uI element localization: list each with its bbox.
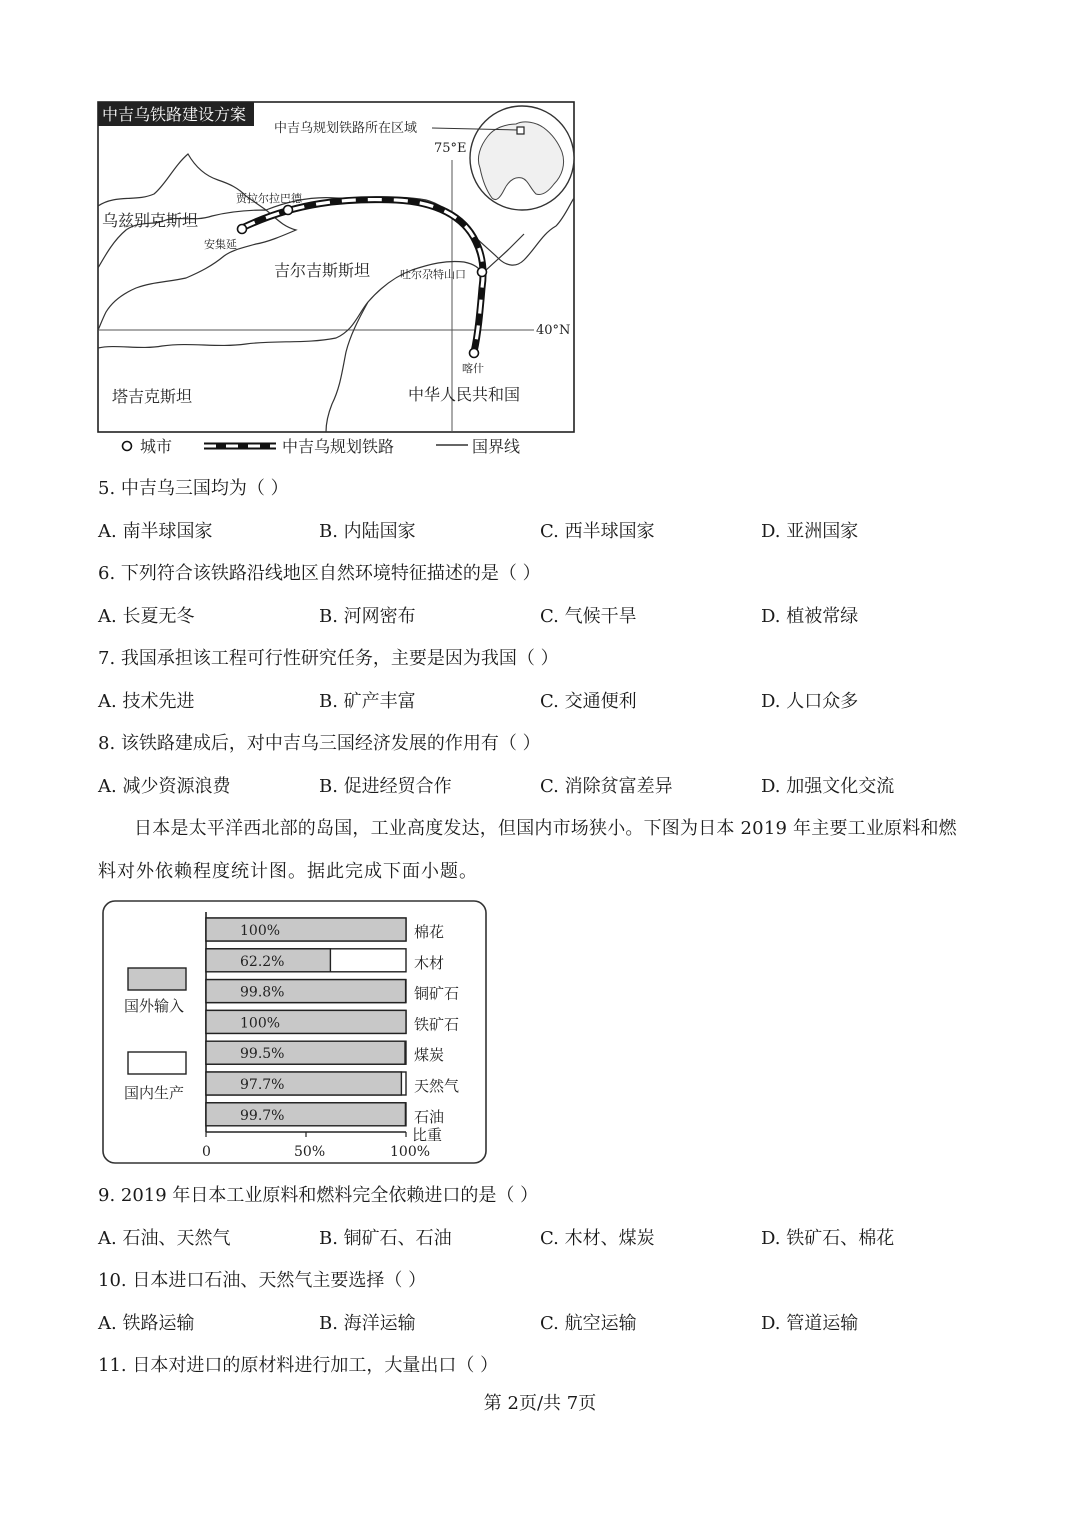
x-tick-label-50: 50% bbox=[294, 1144, 326, 1160]
question-7-option-b[interactable]: B. 矿产丰富 bbox=[319, 691, 416, 712]
city-torugart-marker bbox=[478, 268, 487, 277]
question-6-option-c[interactable]: C. 气候干旱 bbox=[540, 606, 637, 627]
question-10-option-a[interactable]: A. 铁路运输 bbox=[98, 1313, 195, 1334]
bar-foreign-6 bbox=[206, 1103, 405, 1126]
question-7-option-a[interactable]: A. 技术先进 bbox=[98, 691, 195, 712]
passage-line-1: 日本是太平洋西北部的岛国，工业高度发达，但国内市场狭小。下图为日本 2019 年主要工业原料和燃 bbox=[134, 818, 957, 839]
bar-foreign-5 bbox=[206, 1072, 401, 1095]
question-10-options bbox=[98, 1312, 998, 1336]
question-11-stem: 11. 日本对进口的原材料进行加工，大量出口（ ） bbox=[98, 1355, 499, 1376]
bar-data-label-3: 100% bbox=[240, 1015, 281, 1032]
legend-border-label: 国界线 bbox=[472, 437, 521, 456]
legend-railway-label: 中吉乌规划铁路 bbox=[282, 437, 395, 456]
question-6-option-b[interactable]: B. 河网密布 bbox=[319, 606, 416, 627]
city-andijan-label: 安集延 bbox=[204, 238, 237, 251]
bar-data-label-4: 99.5% bbox=[240, 1046, 285, 1063]
meridian-label: 75°E bbox=[434, 141, 467, 156]
legend-domestic-swatch bbox=[128, 1052, 186, 1074]
question-8-option-a[interactable]: A. 减少资源浪费 bbox=[98, 776, 231, 797]
city-torugart-label: 吐尔尕特山口 bbox=[400, 268, 466, 281]
bar-data-label-1: 62.2% bbox=[240, 953, 285, 970]
category-label-3: 铁矿石 bbox=[414, 1015, 460, 1034]
inset-label: 中吉乌规划铁路所在区域 bbox=[274, 121, 418, 136]
question-10-option-d[interactable]: D. 管道运输 bbox=[761, 1313, 859, 1334]
question-9-options bbox=[98, 1227, 998, 1251]
bar-foreign-2 bbox=[206, 980, 406, 1003]
legend-foreign-swatch bbox=[128, 968, 186, 990]
question-5-option-c[interactable]: C. 西半球国家 bbox=[540, 521, 655, 542]
passage-line-2: 料对外依赖程度统计图。据此完成下面小题。 bbox=[98, 861, 478, 882]
bar-foreign-3 bbox=[206, 1010, 406, 1033]
question-10-stem: 10. 日本进口石油、天然气主要选择（ ） bbox=[98, 1270, 427, 1291]
bar-data-label-5: 97.7% bbox=[240, 1077, 285, 1093]
category-label-5: 天然气 bbox=[414, 1077, 460, 1095]
question-6-option-a[interactable]: A. 长夏无冬 bbox=[98, 606, 195, 627]
question-8-options bbox=[98, 775, 998, 799]
question-9-option-d[interactable]: D. 铁矿石、棉花 bbox=[761, 1228, 895, 1249]
question-5-stem: 5. 中吉乌三国均为（ ） bbox=[98, 478, 289, 499]
question-6-stem: 6. 下列符合该铁路沿线地区自然环境特征描述的是（ ） bbox=[98, 563, 541, 584]
bar-data-label-0: 100% bbox=[240, 923, 281, 939]
question-8-stem: 8. 该铁路建成后，对中吉乌三国经济发展的作用有（ ） bbox=[98, 733, 541, 754]
bar-data-label-6: 99.7% bbox=[240, 1107, 285, 1124]
x-tick-label-0: 0 bbox=[202, 1144, 211, 1160]
question-10-option-c[interactable]: C. 航空运输 bbox=[540, 1313, 637, 1334]
category-label-6: 石油 bbox=[414, 1107, 445, 1126]
page-footer: 第 2页/共 7页 bbox=[483, 1393, 597, 1414]
bar-foreign-0 bbox=[206, 918, 406, 941]
question-8-option-c[interactable]: C. 消除贫富差异 bbox=[540, 776, 673, 797]
category-label-4: 煤炭 bbox=[414, 1046, 445, 1065]
bar-data-label-2: 99.8% bbox=[240, 984, 285, 1001]
question-9-option-a[interactable]: A. 石油、天然气 bbox=[98, 1228, 231, 1249]
country-kyrgyzstan-label: 吉尔吉斯斯坦 bbox=[274, 261, 371, 280]
question-9-stem: 9. 2019 年日本工业原料和燃料完全依赖进口的是（ ） bbox=[98, 1185, 539, 1206]
question-5-option-b[interactable]: B. 内陆国家 bbox=[319, 521, 416, 542]
inset-region-marker bbox=[517, 127, 524, 134]
question-7-stem: 7. 我国承担该工程可行性研究任务，主要是因为我国（ ） bbox=[98, 648, 559, 669]
category-label-0: 棉花 bbox=[414, 923, 445, 941]
city-andijan-marker bbox=[238, 225, 247, 234]
x-axis-label: 比重 bbox=[412, 1126, 443, 1144]
bar-foreign-4 bbox=[206, 1041, 405, 1064]
city-kashgar-marker bbox=[470, 349, 479, 358]
question-10-option-b[interactable]: B. 海洋运输 bbox=[319, 1313, 416, 1334]
city-kashgar-label: 喀什 bbox=[462, 362, 484, 375]
city-jalalabad-label: 贾拉尔拉巴德 bbox=[236, 192, 302, 205]
legend-city-icon bbox=[123, 442, 132, 451]
map-title: 中吉乌铁路建设方案 bbox=[102, 105, 247, 124]
question-8-option-d[interactable]: D. 加强文化交流 bbox=[761, 776, 895, 797]
country-uzbekistan-label: 乌兹别克斯坦 bbox=[102, 211, 199, 230]
city-jalalabad-marker bbox=[284, 206, 293, 215]
question-6-option-d[interactable]: D. 植被常绿 bbox=[761, 606, 859, 627]
dependency-chart bbox=[102, 900, 488, 1166]
question-7-option-d[interactable]: D. 人口众多 bbox=[761, 691, 859, 712]
category-label-1: 木材 bbox=[414, 953, 445, 972]
question-5-option-d[interactable]: D. 亚洲国家 bbox=[761, 521, 859, 542]
question-9-option-b[interactable]: B. 铜矿石、石油 bbox=[319, 1228, 452, 1249]
question-9-option-c[interactable]: C. 木材、煤炭 bbox=[540, 1228, 655, 1249]
legend-city-label: 城市 bbox=[140, 437, 173, 456]
x-tick-label-100: 100% bbox=[390, 1144, 431, 1160]
legend-domestic-label: 国内生产 bbox=[124, 1084, 185, 1102]
question-8-option-b[interactable]: B. 促进经贸合作 bbox=[319, 776, 452, 797]
question-5-options bbox=[98, 520, 998, 544]
question-6-options bbox=[98, 605, 998, 629]
category-label-2: 铜矿石 bbox=[414, 984, 460, 1003]
country-china-label: 中华人民共和国 bbox=[408, 385, 521, 404]
question-5-option-a[interactable]: A. 南半球国家 bbox=[98, 521, 213, 542]
railway-map bbox=[96, 98, 580, 460]
question-7-option-c[interactable]: C. 交通便利 bbox=[540, 691, 637, 712]
parallel-label: 40°N bbox=[536, 323, 571, 338]
country-tajikistan-label: 塔吉克斯坦 bbox=[112, 387, 193, 406]
question-7-options bbox=[98, 690, 998, 714]
legend-foreign-label: 国外输入 bbox=[124, 997, 185, 1015]
